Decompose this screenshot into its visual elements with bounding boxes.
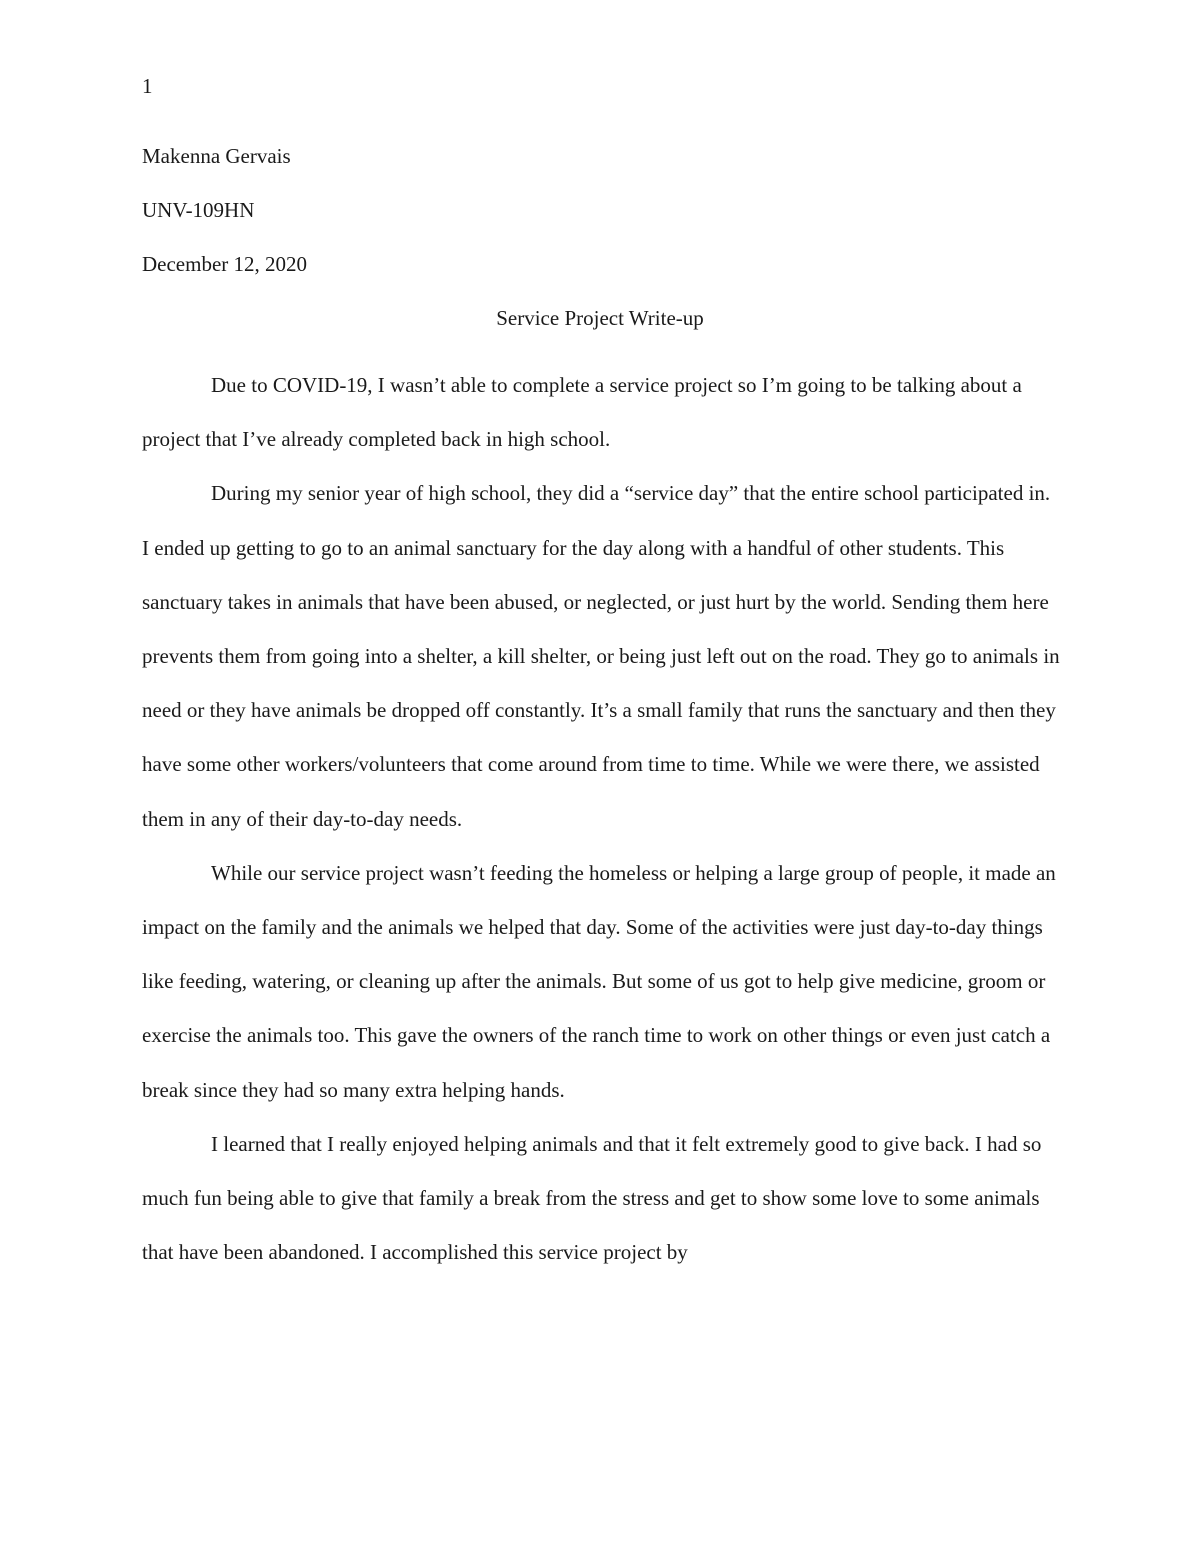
- author-name: Makenna Gervais: [142, 144, 291, 168]
- paragraph-impact: While our service project wasn’t feeding the homeless or helping a large group of people, it made an impact on the family and the animals we helped that day. Some of the activities were just day-to-day things like feeding, watering, or cleaning up after the animals. But some of us got to help give medicine, groom or exercise the animals too. This gave the owners of the ranch time to work on other things or even just catch a break since they had so many extra helping hands.: [142, 860, 1056, 1102]
- document-date: December 12, 2020: [142, 252, 308, 276]
- document-title: Service Project Write-up: [496, 306, 704, 330]
- paragraph-learned: I learned that I really enjoyed helping animals and that it felt extremely good to give back. I had so much fun being able to give that family a break from the stress and get to show some love to some animals that have been abandoned. I accomplished this service project by: [142, 1131, 1042, 1265]
- course-code: UNV-109HN: [142, 198, 255, 222]
- page-number: 1: [142, 74, 153, 98]
- document-body: [142, 358, 1060, 1279]
- paragraph-covid: Due to COVID-19, I wasn’t able to complete a service project so I’m going to be talking about a project that I’ve already completed back in high school.: [142, 373, 1022, 452]
- paragraph-service-day: During my senior year of high school, they did a “service day” that the entire school participated in. I ended up getting to go to an animal sanctuary for the day along with a handful of other students. This sanctuary takes in animals that have been abused, or neglected, or just hurt by the world. Sending them here prevents them from going into a shelter, a kill shelter, or being just left out on the road. They go to animals in need or they have animals be dropped off constantly. It’s a small family that runs the sanctuary and then they have some other workers/volunteers that come around from time to time. While we were there, we assisted them in any of their day-to-day needs.: [142, 481, 1060, 831]
